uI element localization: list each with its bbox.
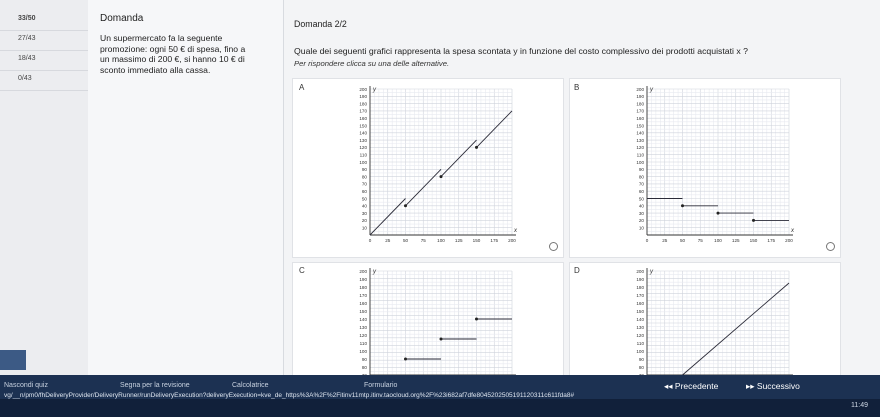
data-point [404,358,407,361]
x-tick-label: 175 [490,238,499,243]
option-c-label: C [299,266,305,275]
y-tick-label: 90 [361,356,367,362]
option-b-card[interactable] [569,78,841,258]
x-tick-label: 75 [420,238,426,243]
option-d-chart [625,265,800,378]
y-tick-label: 80 [361,364,367,370]
nav-item-4[interactable]: 0/43 [18,75,32,82]
y-tick-label: 30 [638,210,644,216]
data-point [681,204,684,207]
y-tick-label: 60 [361,189,367,194]
y-axis-label: y [373,269,376,275]
y-tick-label: 10 [361,225,367,231]
y-tick-label: 160 [636,116,644,121]
x-tick-label: 25 [385,238,391,243]
data-point [475,318,478,321]
y-tick-label: 100 [636,159,644,165]
page-url: vg/__n/pm0/fhDeliveryProvider/DeliveryRunner/runDeliveryExecution?deliveryExecution=kve_de_https%3A%2F%2Fitinv11mtp.itinv.taocloud.org%2F%23i682af7dfe8045202505191120311c611fda8# [4,392,575,399]
x-axis-label: x [791,228,794,234]
y-tick-label: 160 [359,300,367,306]
y-tick-label: 110 [636,340,644,346]
y-tick-label: 130 [359,137,367,143]
x-tick-label: 150 [749,238,758,243]
data-point [404,204,407,207]
y-tick-label: 100 [359,348,367,354]
option-d-card[interactable] [569,262,841,377]
x-tick-label: 25 [662,238,668,243]
y-tick-label: 110 [636,152,644,158]
y-tick-label: 80 [361,174,367,180]
option-c-card[interactable] [292,262,564,377]
x-tick-label: 0 [368,238,372,243]
nav-divider [0,70,88,71]
nav-divider [0,30,88,31]
y-tick-label: 150 [636,123,644,129]
x-tick-label: 200 [785,238,793,243]
y-tick-label: 200 [359,268,367,274]
x-axis-label: x [514,228,517,234]
y-axis-label: y [650,87,653,93]
data-point [752,219,755,222]
nav-item-3[interactable]: 18/43 [18,55,36,62]
y-tick-label: 100 [636,348,644,354]
y-tick-label: 110 [359,340,367,346]
subquestion-title: Domanda 2/2 [294,19,347,29]
y-tick-label: 90 [638,167,644,173]
answer-panel [284,0,880,375]
y-tick-label: 170 [636,292,644,298]
y-tick-label: 100 [359,159,367,165]
data-point [717,212,720,215]
y-tick-label: 150 [636,308,644,314]
nav-item-1[interactable]: 33/50 [18,15,36,22]
y-tick-label: 120 [636,145,644,151]
y-tick-label: 200 [636,268,644,274]
y-tick-label: 160 [359,116,367,121]
y-tick-label: 40 [361,203,367,209]
question-navigator [0,0,88,375]
y-tick-label: 180 [636,101,644,107]
y-tick-label: 80 [638,364,644,370]
question-line: Un supermercato fa la seguente [100,33,223,43]
x-tick-label: 50 [679,238,686,243]
y-tick-label: 50 [638,196,644,202]
y-tick-label: 20 [638,218,644,224]
y-tick-label: 190 [359,94,367,100]
formulas-button[interactable]: Formulario [364,382,398,389]
y-tick-label: 180 [359,101,367,107]
option-b-radio[interactable] [826,242,835,251]
x-tick-label: 125 [731,238,740,243]
question-prompt: Quale dei seguenti grafici rappresenta la spesa scontata y in funzione del costo complessivo dei prodotti acquistati x ? [294,46,748,56]
hide-quiz-button[interactable]: Nascondi quiz [4,382,48,389]
y-tick-label: 40 [638,203,644,209]
y-tick-label: 130 [636,324,644,330]
os-taskbar [0,399,880,417]
x-tick-label: 50 [402,238,409,243]
y-tick-label: 150 [359,123,367,129]
y-tick-label: 190 [636,94,644,100]
nav-active-marker [0,350,26,370]
nav-item-2[interactable]: 27/43 [18,35,36,42]
y-tick-label: 60 [638,189,644,194]
bottom-toolbar [0,375,880,399]
y-tick-label: 180 [359,284,367,290]
y-tick-label: 50 [361,196,367,202]
y-axis-label: y [650,269,653,275]
next-button[interactable]: ▸▸ Successivo [746,381,800,391]
y-tick-label: 120 [636,332,644,338]
data-point [440,338,443,341]
y-tick-label: 150 [359,308,367,314]
option-b-chart [625,83,800,253]
option-b-label: B [574,83,580,92]
y-tick-label: 90 [638,356,644,362]
y-tick-label: 10 [638,225,644,231]
nav-divider [0,90,88,91]
instruction-text: Per rispondere clicca su una delle alternative. [294,59,450,68]
option-a-radio[interactable] [549,242,558,251]
y-tick-label: 170 [359,108,367,114]
question-panel [88,0,284,375]
x-tick-label: 75 [697,238,703,243]
option-a-chart [348,83,523,253]
clock: 11:49 [851,402,868,409]
y-tick-label: 200 [636,86,644,92]
y-tick-label: 190 [636,276,644,282]
x-tick-label: 175 [767,238,776,243]
x-tick-label: 125 [454,238,463,243]
option-a-card[interactable] [292,78,564,258]
previous-button[interactable]: ◂◂ Precedente [664,381,719,391]
y-tick-label: 190 [359,276,367,282]
nav-divider [0,50,88,51]
y-tick-label: 140 [636,316,644,322]
y-tick-label: 30 [361,210,367,216]
x-tick-label: 100 [437,238,445,243]
x-tick-label: 100 [714,238,722,243]
flag-review-button[interactable]: Segna per la revisione [120,382,190,389]
option-c-chart [348,265,523,378]
y-tick-label: 80 [638,174,644,180]
y-tick-label: 130 [636,137,644,143]
x-tick-label: 0 [645,238,649,243]
y-tick-label: 70 [361,181,367,187]
data-point [475,146,478,149]
y-tick-label: 120 [359,145,367,151]
y-tick-label: 20 [361,218,367,224]
y-tick-label: 180 [636,284,644,290]
y-tick-label: 160 [636,300,644,306]
x-tick-label: 150 [472,238,481,243]
data-point [440,175,443,178]
y-tick-label: 70 [638,181,644,187]
y-tick-label: 120 [359,332,367,338]
y-tick-label: 140 [359,316,367,322]
y-tick-label: 90 [361,167,367,173]
y-tick-label: 110 [359,152,367,158]
y-tick-label: 170 [359,292,367,298]
y-tick-label: 170 [636,108,644,114]
option-d-label: D [574,266,580,275]
question-title: Domanda [100,13,144,24]
y-tick-label: 130 [359,324,367,330]
question-line: un massimo di 200 €, si hanno 10 € di [100,54,245,64]
question-text [100,33,285,75]
y-tick-label: 140 [359,130,367,136]
calculator-button[interactable]: Calcolatrice [232,382,269,389]
y-tick-label: 140 [636,130,644,136]
x-tick-label: 200 [508,238,516,243]
question-line: promozione: ogni 50 € di spesa, fino a [100,43,246,54]
y-axis-label: y [373,87,376,93]
y-tick-label: 200 [359,86,367,92]
option-a-label: A [299,83,305,92]
question-line: sconto immediato alla cassa. [100,64,211,75]
